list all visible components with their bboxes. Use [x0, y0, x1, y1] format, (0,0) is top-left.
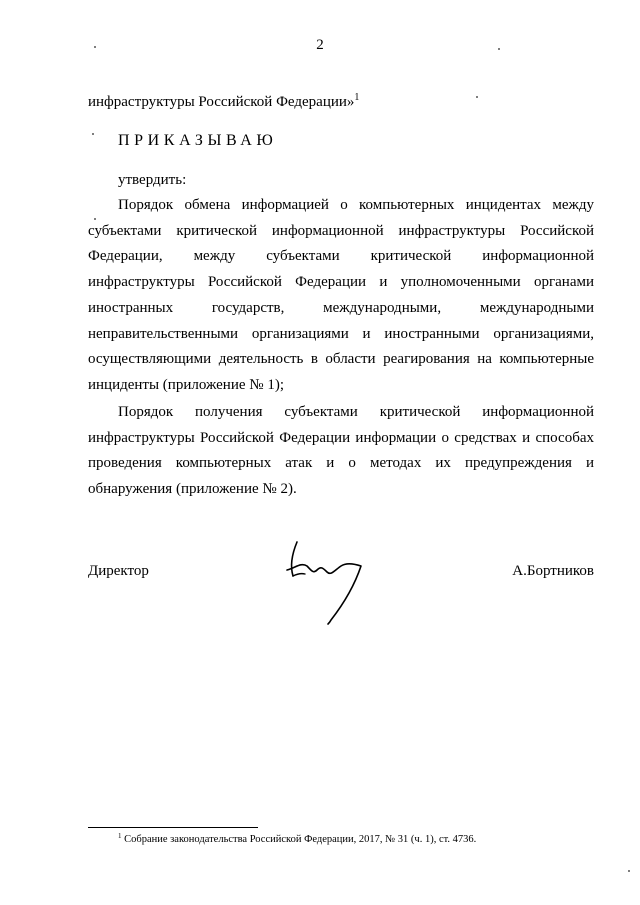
paragraph-procedure-exchange: Порядок обмена информацией о компьютерных инцидентах между субъектами критической информационной инфраструктуры Российской Федерации, между субъектами критической информационной инфраструктуры Российской Федерации и уполномоченными органами иностранных государств, международными, международными неправительственными организациями и иностранными организациями, осуществляющими деятельность в области реагирования на компьютерные инциденты (приложение № 1); [88, 197, 594, 393]
footnote-separator [88, 827, 258, 828]
scan-speck [94, 46, 96, 48]
continuation-text: инфраструктуры Российской Федерации» [88, 94, 355, 110]
scan-speck [476, 96, 478, 98]
scan-speck [92, 133, 94, 135]
page-number: 2 [316, 37, 324, 53]
paragraph-procedure-receiving: Порядок получения субъектами критической информационной инфраструктуры Российской Федерации информации о средствах и способах проведения компьютерных атак и о методах их предупреждения и обнаружения (приложение № 2). [88, 404, 594, 498]
footnote-marker: 1 [118, 832, 122, 840]
footnote-text: Собрание законодательства Российской Федерации, 2017, № 31 (ч. 1), ст. 4736. [124, 834, 477, 845]
scan-speck [628, 870, 630, 872]
continuation-line [88, 88, 359, 112]
signer-title: Директор [88, 563, 149, 579]
scan-speck [94, 218, 96, 220]
approve-text: утвердить: [118, 172, 187, 188]
footnote-reference: 1 [354, 92, 360, 103]
scan-speck [498, 48, 500, 50]
order-heading: ПРИКАЗЫВАЮ [118, 132, 278, 149]
footnote [118, 832, 476, 845]
signer-name: А.Бортников [512, 563, 594, 579]
handwritten-signature [283, 540, 373, 630]
